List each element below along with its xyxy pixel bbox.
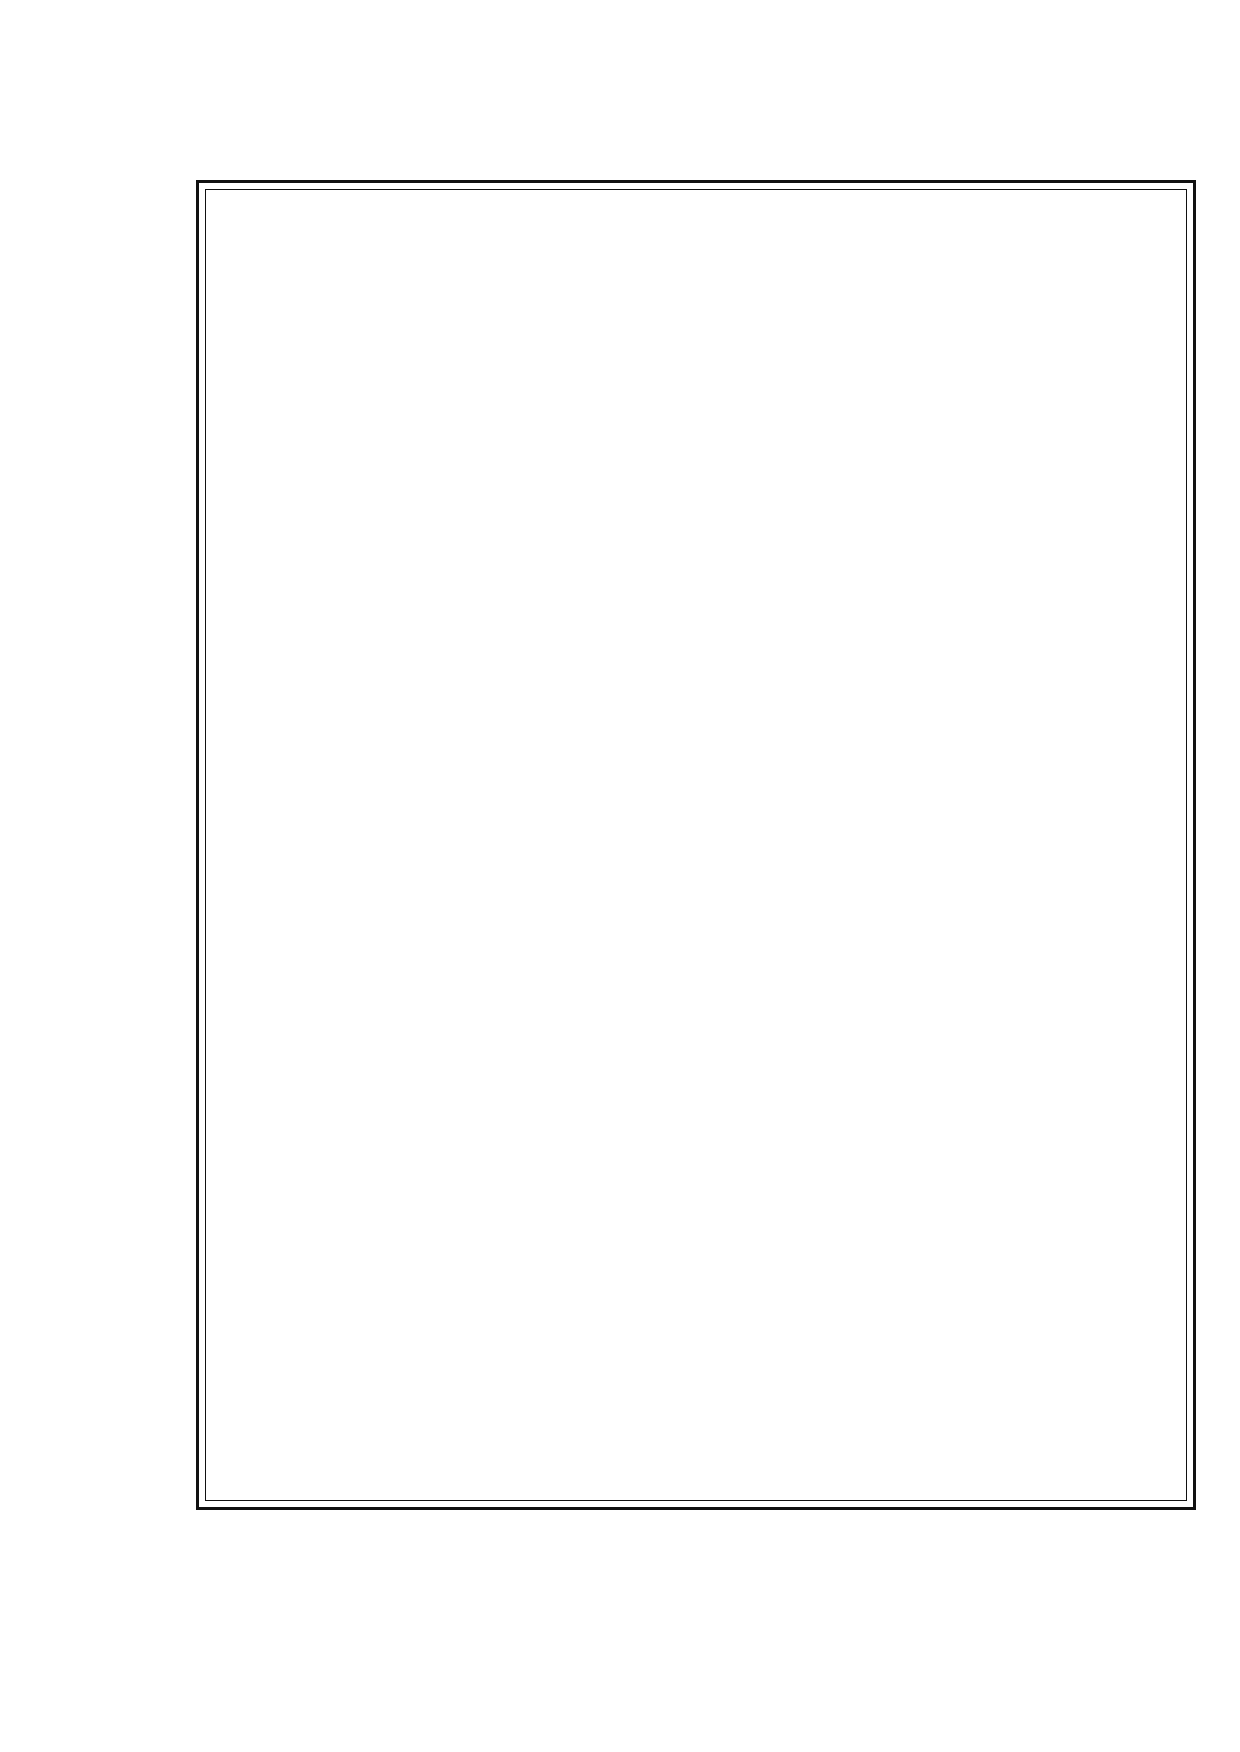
- text-frame-inner: [205, 189, 1187, 1501]
- text-frame: [196, 180, 1196, 1510]
- text-block: [222, 200, 1170, 1490]
